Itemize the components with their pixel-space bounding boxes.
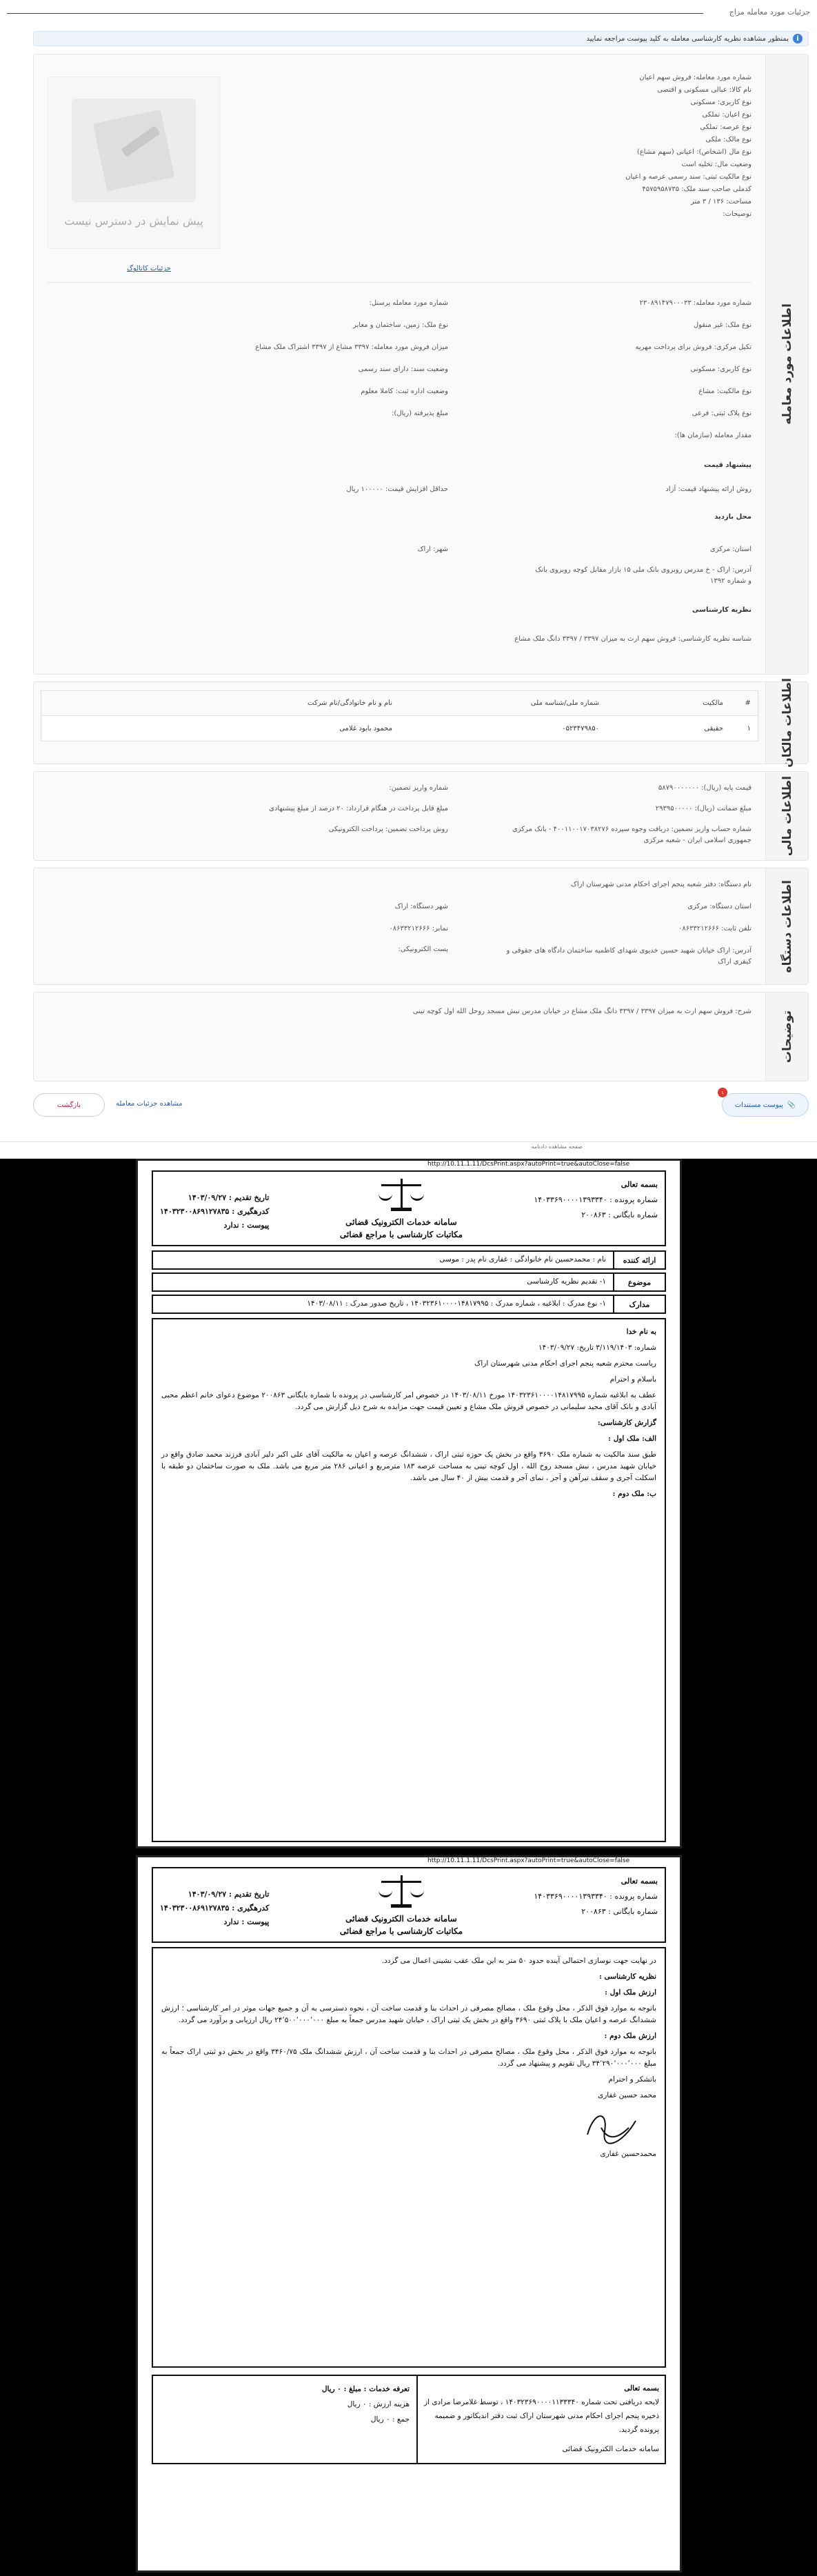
field: نوع ملک: غیر منقول bbox=[693, 321, 752, 329]
field: نوع مالکیت ثبتی: سند رسمی عرصه و اعیان bbox=[625, 173, 752, 181]
archive-number: شماره بایگانی : ۲۰۰۸۶۳ bbox=[581, 1210, 658, 1219]
doc-header bbox=[152, 1867, 666, 1943]
field: شماره مورد معامله: فروش سهم اعیان bbox=[639, 74, 752, 81]
field: نوع مال (اشخاص): اعیانی (سهم مشاع) bbox=[636, 148, 752, 156]
action-bar bbox=[33, 1089, 809, 1117]
status-bar bbox=[0, 1141, 817, 1152]
info-icon: i bbox=[793, 34, 803, 43]
document-page bbox=[136, 1855, 682, 2573]
field: نوع اعیان: تملکی bbox=[702, 111, 752, 119]
table-header bbox=[41, 691, 758, 716]
image-caption: پیش نمایش در دسترس نیست bbox=[64, 214, 203, 228]
view-deal-details-link[interactable]: مشاهده جزئیات معامله bbox=[116, 1100, 183, 1108]
letter-line: ارزش ملک اول : bbox=[605, 1988, 656, 1997]
owners-section bbox=[33, 678, 809, 768]
tracking-code: کدرهگیری : ۱۴۰۳۲۳۰۰۸۶۹۱۲۷۸۳۵ bbox=[160, 1207, 270, 1216]
description-section bbox=[33, 992, 809, 1081]
letter-line: عطف به ابلاغیه شماره ۱۴۰۳۲۳۶۱۰۰۰۰۱۴۸۱۷۹۹۵ مورخ ۱۴۰۳/۰۸/۱۱ در خصوص امر کارشناسی در پرونده با شماره بایگانی ۲۰۰۸۶۳ موضوع دعوای خانم اعظم محبی آبادی و بانک آقای مجید سلیمانی در خصوص فروش ملک مشاع و تعیین قیمت جهت مزایده به شرح ذیل گزارش می گردد. bbox=[161, 1391, 656, 1411]
page-title: جزئیات مورد معامله مزاج bbox=[729, 8, 810, 17]
deal-details-page bbox=[0, 0, 817, 1152]
field: نمابر: ۰۸۶۳۳۲۱۲۶۶۶ bbox=[389, 925, 448, 932]
field: نوع مالکیت: مشاع bbox=[698, 388, 752, 395]
col-header: مالکیت bbox=[703, 699, 723, 707]
status-text: صفحه مشاهده دادنامه bbox=[531, 1144, 583, 1150]
subject-row bbox=[152, 1272, 666, 1292]
field: وضعیت اداره ثبت: کاملا معلوم bbox=[361, 388, 448, 395]
receipt-text: لایحه دریافتی تحت شماره ۱۴۰۳۲۳۶۹۰۰۰۰۱۱۳۳۳۴۰ ، توسط غلامرضا مرادی از ذخیره پنجم اجرای احکام مدنی شهرستان اراک ثبت دفتر اندیکاتور و ضمیمه پرونده گردید. bbox=[424, 2398, 659, 2434]
receipt-title: بسمه تعالی bbox=[624, 2384, 659, 2393]
image-placeholder bbox=[48, 77, 220, 249]
letter-line: طبق سند مالکیت به شماره ملک ۳۶۹۰ واقع در بخش یک حوزه ثبتی اراک ، ششدانگ عرصه و اعیان به مالکیت آقای علی اکبر دلیر آبادی فرزند محمد صادق واقع در خیابان شهید مدرس ، نبش مسجد روح الله ، اول کوچه تینی به مساحت عرصه ۱۸۳ مترمربع و اعیانی ۲۸۶ متر مربع می باشد. ملک به صورت ساختمان دو طبقه با اسکلت آجری و سقف تیرآهن و آجر ، نمای آجر و قدمت بیش از ۴۰ سال می باشد. bbox=[161, 1450, 656, 1482]
archive-number: شماره بایگانی : ۲۰۰۸۶۳ bbox=[581, 1907, 658, 1916]
field: مساحت: ۱۳۶ / ۳ متر bbox=[690, 198, 752, 206]
attachments-label: پیوست مستندات bbox=[734, 1101, 783, 1109]
fee-title: تعرفه خدمات : مبلغ : ۰ ریال bbox=[321, 2385, 410, 2393]
letter-line: در نهایت جهت نوسازی احتمالی آینده حدود ۵۰ متر به این ملک عقب نشینی اعمال می گردد. bbox=[381, 1957, 656, 1965]
field: مبلغ قابل پرداخت در هنگام قرارداد: ۲۰ درصد از مبلغ پیشنهادی bbox=[269, 805, 448, 812]
top-bar bbox=[0, 0, 817, 26]
catalog-details-link[interactable]: جزئیات کاتالوگ bbox=[127, 265, 171, 272]
fee-total: جمع : ۰ ریال bbox=[370, 2415, 410, 2424]
expert-section-title: نظریه کارشناسی bbox=[692, 606, 752, 614]
field: نوع عرصه: تملکی bbox=[700, 123, 752, 131]
field: نوع ملک: زمین، ساختمان و معابر bbox=[353, 321, 448, 329]
field: قیمت پایه (ریال): ۵۸۷۹۰۰۰۰۰۰۰ bbox=[658, 784, 752, 792]
row-label: ارائه کننده bbox=[613, 1252, 665, 1268]
attachment-status: پیوست : ندارد bbox=[223, 1917, 270, 1926]
section-label: اطلاعات مورد معامله bbox=[765, 54, 808, 674]
field: وضعیت مال: تخلیه است bbox=[681, 161, 752, 168]
col-header: # bbox=[745, 699, 751, 707]
case-number: شماره پرونده : ۱۴۰۳۳۶۹۰۰۰۰۱۳۹۳۳۴۰ bbox=[534, 1195, 658, 1204]
field: روش ارائه پیشنهاد قیمت: آزاد bbox=[665, 486, 752, 493]
doc-system-name: سامانه خدمات الکترونیک قضائی bbox=[345, 1217, 457, 1227]
notice-text: بمنظور مشاهده نظریه کارشناسی معامله به کلید پیوست مراجعه نمایید bbox=[586, 34, 789, 43]
field: شماره حساب واریز تضمین: دریافت وجوه سپرده ۴۰۰۱۱۰۰۱۷۰۳۸۲۷۶ - بانک مرکزی جمهوری اسلامی ایران - شعبه مرکزی bbox=[512, 826, 752, 844]
letter-body bbox=[152, 1318, 666, 1842]
cell: حقیقی bbox=[704, 724, 723, 732]
field: استان: مرکزی bbox=[709, 546, 752, 553]
doc-subtitle: مکاتبات کارشناسی با مراجع قضائی bbox=[339, 1230, 463, 1239]
row-value: نام : محمدحسین نام خانوادگی : غفاری نام پدر : موسی bbox=[439, 1255, 606, 1264]
description-text: شرح: فروش سهم ارث به میزان ۳۳۹۷ / ۳۳۹۷ دانگ ملک مشاع در خیابان مدرس نبش مسجد روحل الله اول کوچه تینی bbox=[412, 1008, 752, 1015]
col-header: نام و نام خانوادگی/نام شرکت bbox=[307, 699, 392, 707]
submit-date: تاریخ تقدیم : ۱۴۰۳/۰۹/۲۷ bbox=[188, 1890, 270, 1899]
cell: ۰۵۲۳۴۷۹۸۵۰ bbox=[562, 724, 599, 732]
field: مقدار معامله (سازمان ها): bbox=[674, 432, 752, 439]
letter-line: گزارش کارشناسی: bbox=[597, 1419, 656, 1427]
gavel-icon bbox=[72, 99, 196, 202]
letter-line: محمد حسین غفاری bbox=[598, 2091, 656, 2099]
attachment-status: پیوست : ندارد bbox=[223, 1221, 270, 1230]
field: حداقل افزایش قیمت: ۱۰۰۰۰۰ ریال bbox=[346, 486, 448, 493]
field: تلفن ثابت: ۰۸۶۳۳۲۱۲۶۶۶ bbox=[678, 925, 752, 932]
col-header: شماره ملی/شناسه ملی bbox=[530, 699, 599, 707]
document-viewer bbox=[0, 1159, 817, 2576]
justice-scale-icon bbox=[377, 1870, 425, 1911]
expert-opinion: شناسه نظریه کارشناسی: فروش سهم ارث به میزان ۳۳۹۷ / ۳۳۹۷ دانگ ملک مشاع bbox=[514, 635, 752, 643]
letter-line: نظریه کارشناسی : bbox=[598, 1973, 656, 1981]
field: نوع پلاک ثبتی: فرعی bbox=[692, 410, 752, 417]
document-page bbox=[136, 1159, 682, 1848]
field: شماره مورد معامله پرسنل: bbox=[369, 299, 448, 307]
receipt-box bbox=[152, 2375, 666, 2464]
letter-line: به نام خدا bbox=[626, 1328, 656, 1336]
letter-line: الف: ملک اول : bbox=[608, 1435, 656, 1443]
receipt-footer: سامانه خدمات الکترونیک قضائی bbox=[562, 2445, 659, 2453]
back-button[interactable]: بازگشت bbox=[33, 1093, 105, 1117]
letter-line: باتشکر و احترام bbox=[608, 2075, 656, 2084]
fee-cost: هزینه ارزش : ۰ ریال bbox=[347, 2400, 410, 2408]
field: استان دستگاه: مرکزی bbox=[687, 903, 752, 910]
field: نوع کاربری: مسکونی bbox=[690, 366, 752, 373]
letter-line: باسلام و احترام bbox=[609, 1375, 656, 1384]
field: شهر دستگاه: اراک bbox=[394, 903, 448, 910]
title-divider bbox=[7, 13, 703, 14]
court-section bbox=[33, 868, 809, 985]
location-section-title: محل بازدید bbox=[714, 513, 752, 521]
row-value: ۱- نوع مدرک : ابلاغیه ، شماره مدرک : ۱۴۰۳۲۳۶۱۰۰۰۰۱۴۸۱۷۹۹۵ ، تاریخ صدور مدرک : ۱۴۰۳/۰۸/۱۱ bbox=[307, 1299, 606, 1308]
field: مبلغ ضمانت (ریال): ۲۹۳۹۵۰۰۰۰۰ bbox=[655, 805, 752, 812]
attachments-button[interactable] bbox=[722, 1093, 809, 1117]
field: کدملی صاحب سند ملک: ۴۵۷۵۹۵۸۷۳۵ bbox=[642, 186, 752, 193]
address: آدرس: اراک - خ مدرس روبروی بانک ملی ۱۵ بازار مقابل کوچه روبروی بانک و شماره ۱۳۹۲ bbox=[535, 566, 752, 585]
justice-scale-icon bbox=[377, 1173, 425, 1215]
doc-subtitle: مکاتبات کارشناسی با مراجع قضائی bbox=[339, 1926, 463, 1936]
section-label: اطلاعات دستگاه bbox=[765, 868, 808, 984]
section-label: اطلاعات مالی bbox=[765, 772, 808, 860]
tracking-code: کدرهگیری : ۱۴۰۳۲۳۰۰۸۶۹۱۲۷۸۳۵ bbox=[160, 1904, 270, 1913]
field: شماره مورد معامله: ۲۳۰۸۹۱۴۷۹۰۰۰۳۳ bbox=[639, 299, 752, 307]
section-label: توضیحات bbox=[765, 992, 808, 1081]
field: وضعیت سند: دارای سند رسمی bbox=[358, 366, 448, 373]
field: آدرس: اراک خیابان شهید حسین خدیوی شهدای کاظمیه ساختمان دادگاه های حقوقی و کیفری اراک bbox=[506, 947, 752, 966]
field: تکیل مرکزی: فروش برای پرداخت مهریه bbox=[635, 343, 752, 351]
doc-system-name: سامانه خدمات الکترونیک قضائی bbox=[345, 1914, 457, 1924]
notice-banner bbox=[33, 31, 809, 46]
doc-basmala: بسمه تعالی bbox=[621, 1877, 658, 1886]
letter-line: ب: ملک دوم : bbox=[612, 1490, 656, 1498]
signature-image bbox=[581, 2107, 643, 2148]
applicant-row bbox=[152, 1250, 666, 1270]
letter-line: ریاست محترم شعبه پنجم اجرای احکام مدنی شهرستان اراک bbox=[474, 1359, 656, 1368]
field: شماره واریز تضمین: bbox=[389, 784, 448, 792]
field: نام کالا: عبالی مسکونی و اقتصی bbox=[657, 86, 752, 94]
case-number: شماره پرونده : ۱۴۰۳۳۶۹۰۰۰۰۱۳۹۳۳۴۰ bbox=[534, 1892, 658, 1901]
doc-header bbox=[152, 1170, 666, 1246]
owners-table bbox=[41, 690, 758, 741]
submit-date: تاریخ تقدیم : ۱۴۰۳/۰۹/۲۷ bbox=[188, 1193, 270, 1202]
letter-line: ارزش ملک دوم : bbox=[604, 2032, 656, 2040]
row-value: ۱- تقدیم نظریه کارشناسی bbox=[527, 1277, 606, 1286]
field: توضیحات: bbox=[723, 210, 752, 218]
price-section-title: پیشنهاد قیمت bbox=[704, 461, 752, 469]
cell: ۱ bbox=[747, 724, 751, 732]
row-label: موضوع bbox=[613, 1274, 665, 1290]
finance-section bbox=[33, 771, 809, 861]
letter-body bbox=[152, 1947, 666, 2368]
deal-info-section bbox=[33, 54, 809, 675]
table-row bbox=[41, 716, 758, 741]
field: شهر: اراک bbox=[417, 546, 448, 553]
field: نوع مالک: ملکی bbox=[705, 136, 752, 143]
print-url: http://10.11.1.11/DcsPrint.aspx?autoPrint=true&autoClose=false bbox=[138, 1857, 680, 1867]
evidence-row bbox=[152, 1295, 666, 1314]
print-url: http://10.11.1.11/DcsPrint.aspx?autoPrint=true&autoClose=false bbox=[138, 1161, 680, 1170]
field: نام دستگاه: دفتر شعبه پنجم اجرای احکام مدنی شهرستان اراک bbox=[570, 881, 752, 888]
letter-line: باتوجه به موارد فوق الذکر ، محل وقوع ملک ، مصالح مصرفی در احداث بنا و قدمت ساخت آن ، نحوه دسترسی به آن و جمیع جهات موثر در امر کارشناسی ؛ ارزش ششدانگ عرصه و اعیان ملک با پلاک ثبتی ۳۶۹۰ واقع در بخش یک ثبتی اراک ، خیابان شهید مدرس جمعاً به مبلغ ۲۴٬۵۰۰٬۰۰۰٬۰۰۰ ریال ارزیابی و برآورد می گردد. bbox=[161, 2004, 656, 2024]
field: مبلغ پذیرفته (ریال): bbox=[392, 410, 448, 417]
letter-line: باتوجه به موارد فوق الذکر ، محل وقوع ملک ، مصالح مصرفی در احداث بنا و قدمت ساخت آن ، ارزش ششدانگ ملک ۳۴۶۰/۷۵ واقع در بخش دو ثبتی اراک جمعاً به مبلغ ۳۴٬۲۹۰٬۰۰۰٬۰۰۰ ریال تقویم و پیشنهاد می گردد. bbox=[161, 2048, 656, 2068]
row-label: مدارک bbox=[613, 1296, 665, 1312]
signature-name: محمدحسین غفاری bbox=[600, 2150, 656, 2158]
field: نوع کاربری: مسکونی bbox=[690, 99, 752, 106]
section-label: اطلاعات مالکان bbox=[765, 682, 808, 763]
cell: محمود بابود غلامی bbox=[339, 724, 392, 732]
letter-line: شماره: ۳/۱۱۹/۱۴۰۳ تاریخ: ۱۴۰۳/۰۹/۲۷ bbox=[538, 1344, 656, 1352]
paperclip-icon: 📎 bbox=[787, 1101, 796, 1109]
attachments-count-badge: ۱ bbox=[718, 1088, 727, 1097]
field: روش پرداخت تضمین: پرداخت الکترونیکی bbox=[328, 826, 448, 833]
doc-basmala: بسمه تعالی bbox=[621, 1180, 658, 1189]
field: پست الکترونیکی: bbox=[398, 946, 448, 953]
field: میزان فروش مورد معامله: ۳۳۹۷ مشاع از ۳۳۹۷ اشتراک ملک مشاع bbox=[255, 343, 448, 351]
